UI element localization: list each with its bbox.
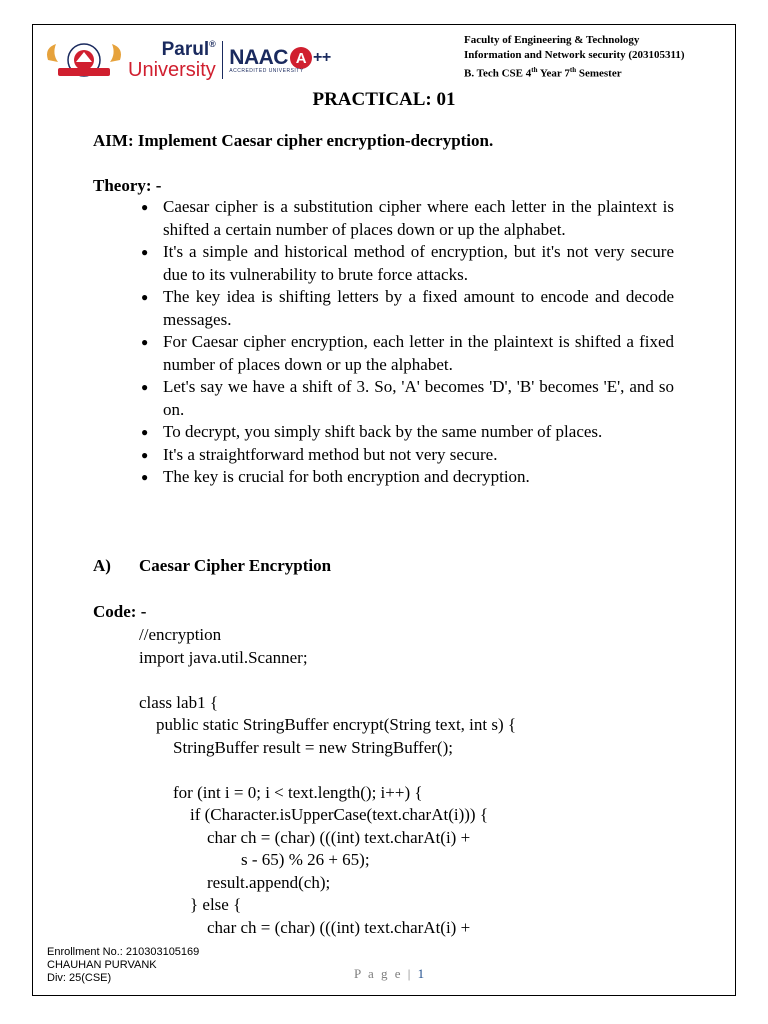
student-name: CHAUHAN PURVANK — [47, 959, 157, 971]
aim-heading: AIM: Implement Caesar cipher encryption-decryption. — [93, 131, 494, 150]
faculty-line: Faculty of Engineering & Technology — [464, 34, 640, 46]
footer-student-info — [47, 946, 199, 985]
student-division: Div: 25(CSE) — [47, 972, 112, 984]
practical-title: PRACTICAL: 01 — [312, 89, 456, 110]
naac-logo: NAAC A ++ ACCREDITED UNIVERSITY — [229, 46, 331, 74]
list-item: ● For Caesar cipher encryption, each letter in the plaintext is shifted a fixed number of places down or up the alphabet. — [163, 331, 674, 376]
list-item: ● The key is crucial for both encryption and decryption. — [163, 466, 674, 489]
semester-line: B. Tech CSE 4th Year 7th Semester — [464, 66, 622, 80]
list-item: ● Caesar cipher is a substitution cipher where each letter in the plaintext is shifted a certain number of places down or up the alphabet. — [163, 196, 674, 241]
list-item: ● It's a straightforward method but not very secure. — [163, 444, 674, 467]
list-item: ● To decrypt, you simply shift back by the same number of places. — [163, 421, 674, 444]
theory-list — [163, 196, 674, 489]
code-heading: Code: - — [93, 602, 147, 621]
theory-heading: Theory: - — [93, 176, 162, 195]
parul-logo: Parul® University — [128, 39, 216, 81]
list-item: ● Let's say we have a shift of 3. So, 'A' becomes 'D', 'B' becomes 'E', and so on. — [163, 376, 674, 421]
enrollment-number: Enrollment No.: 210303105169 — [47, 946, 200, 958]
section-a-heading: A) Caesar Cipher Encryption — [93, 556, 332, 575]
logo-divider — [222, 41, 224, 79]
subject-line: Information and Network security (203105311) — [464, 49, 685, 61]
university-seal-icon — [42, 38, 126, 82]
page-number: P a g e | 1 — [354, 966, 425, 981]
list-item: ● It's a simple and historical method of encryption, but it's not very secure due to its vulnerability to brute force attacks. — [163, 241, 674, 286]
header-logos — [42, 38, 331, 82]
code-block: //encryption import java.util.Scanner; class lab1 { public static StringBuffer encrypt(String text, int s) { StringBuffer result = new StringBuffer(); for (int i = 0; i < text.length(); i++) { if (Character.isUpperCase(text.charAt(i))) { char ch = (char) (((int) text.charAt(i) + s - 65) % 26 + 65); result.append(ch); } else { char ch = (char) (((int) text.charAt(i) + — [139, 625, 517, 937]
list-item: ● The key idea is shifting letters by a fixed amount to encode and decode messages. — [163, 286, 674, 331]
header-course-info — [464, 33, 685, 82]
